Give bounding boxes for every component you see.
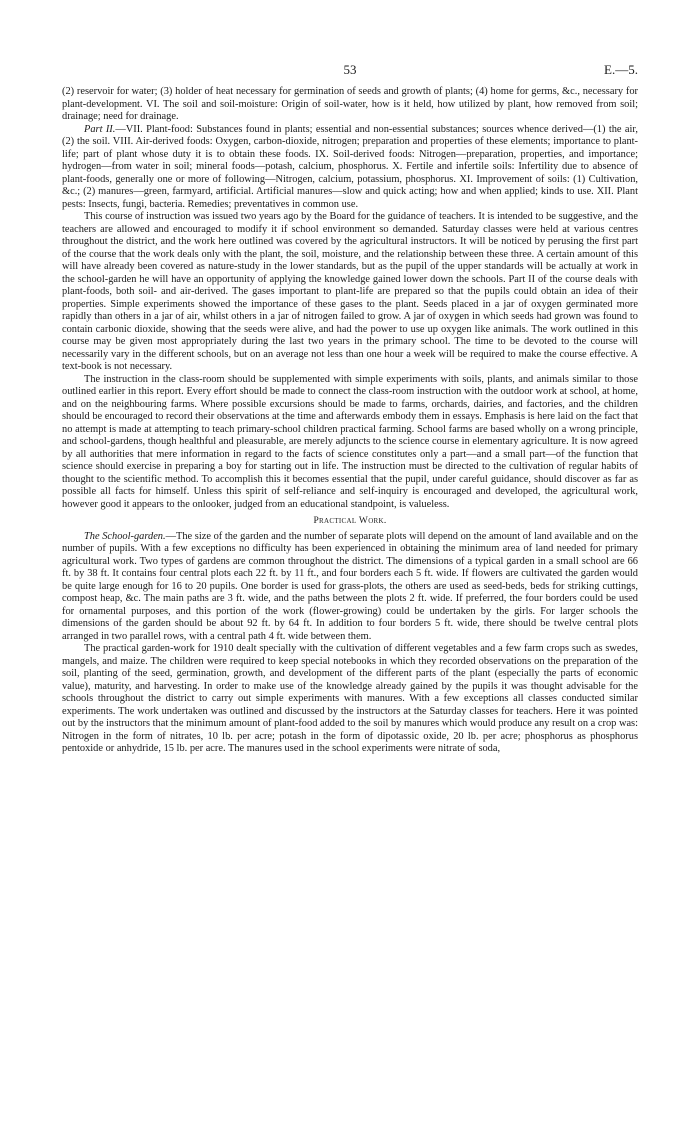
part-two-lead: Part II.	[84, 123, 116, 135]
page-number: 53	[343, 62, 357, 77]
page-header	[62, 62, 638, 78]
body-text	[62, 86, 638, 756]
paragraph-text: —VII. Plant-food: Substances found in plants; essential and non-essential substances; sources whence derived—(1) the air, (2) the soil. VIII. Air-derived foods: Oxygen, carbon-dioxide, nitrogen; preparation and properties of these elements; importance to plant-life; part of plant whose duty it is to obtain these foods. IX. Soil-derived foods: Nitrogen—preparation, properties, and importance; hydrogen—from water in soil; mineral foods—potash, calcium, phosphorus. X. Fertile and infertile soils: Infertility due to absence of plant-foods, generally one or more of following—Nitrogen, calcium, potassium, phosphorus. XI. Improvement of soils: (1) Cultivation, &c.; (2) manures—green, farmyard, artificial. Artificial manures—slow and quick acting; how and when applied; kinds to use. XII. Plant pests: Insects, fungi, bacteria. Remedies; preventatives in common use.	[62, 123, 639, 210]
paragraph-text: (2) reservoir for water; (3) holder of heat necessary for germination of seeds and growth of plants; (4) home for germs, &c., necessary for plant-development. VI. The soil and soil-moisture: Origin of soil-water, how is it held, how utilized by plant, how removed from soil; drainage; need for drainage.	[62, 86, 638, 122]
document-code: E.—5.	[604, 62, 638, 77]
paragraph-part-two	[62, 124, 638, 212]
paragraph-classroom-instruction	[62, 374, 638, 512]
paragraph-text: The instruction in the class-room should be supplemented with simple experiments with soils, plants, and animals similar to those outlined earlier in this report. Every effort should be made to connect the class-room instruction with the outdoor work at school, at home, and on the neighbouring farms. Where possible excursions should be made to farms, orchards, dairies, and factories, and the children should be encouraged to record their observations at the time and afterwards embody them in essays. Emphasis is here laid on the fact that no attempt is made at attempting to teach primary-school children practical farming. School farms are based wholly on a wrong principle, and school-gardens, though healthful and pleasurable, are merely adjuncts to the science course in elementary agriculture. It is now agreed by all authorities that mere information in regard to the facts of science constitutes only a part—and a small part—of the function that science should exercise in preparing a boy for starting out in life. The instruction must be directed to the cultivation of regular habits of thought to the scientific method. To accomplish this it becomes essential that the pupil, under careful guidance, should discover as far as possible all facts for himself. Unless this spirit of self-reliance and self-inquiry is encouraged and developed, the agricultural work, however good it appears to the onlooker, judged from an educational standpoint, is valueless.	[62, 373, 638, 510]
paragraph-course-instruction	[62, 211, 638, 374]
paragraph-text: This course of instruction was issued two years ago by the Board for the guidance of teachers. It is intended to be suggestive, and the teachers are allowed and encouraged to modify it if school environment so demanded. Saturday classes were held at various centres throughout the district, and the work here outlined was covered by the agricultural instructors. It will be noticed by perusing the first part of the course that the work deals only with the plant, the soil, moisture, and the relationship between these three. A certain amount of this will have already been covered as nature-study in the lower standards, but as the pupil of the upper standards will be actually at work in the school-garden he will have an opportunity of applying the knowledge gained lower down the schools. Part II of the course deals with plant-foods, both soil- and air-derived. The gases important to plant-life are prepared so that the pupils could obtain an idea of their properties. Simple experiments showed the importance of these gases to the plant. Seeds placed in a jar of oxygen germinated more rapidly than others in a jar of air, whilst others in a jar of nitrogen failed to grow. A jar of oxygen in which seeds had grown was found to contain carbonic dioxide, showing that the seeds were alive, and had the power to use up oxygen like animals. The work outlined in this course may be given most appropriately during the last two years in the primary school. The time to be devoted to the course will necessarily vary in the different schools, but on an average not less than one hour a week will be required to make the course effective. A text-book is not necessary.	[62, 211, 638, 372]
paragraph-soil-functions	[62, 86, 638, 124]
paragraph-garden-work-1910	[62, 643, 638, 756]
section-heading-practical-work: Practical Work.	[313, 516, 387, 526]
school-garden-lead: The School-garden.	[84, 530, 166, 542]
paragraph-text: The practical garden-work for 1910 dealt specially with the cultivation of different vegetables and a few farm crops such as swedes, mangels, and maize. The children were required to keep special notebooks in which they recorded observations on the preparation of the soil, planting of the seed, germination, growth, and development of the different parts of the plant (especially the parts of economic value), maturity, and harvesting. In order to make use of the knowledge already gained by the pupils it was thought advisable for the schools throughout the district to carry out simple experiments with manures. With a few exceptions all classes conducted similar experiments. The work undertaken was outlined and discussed by the instructors at the Saturday classes for teachers. Here it was pointed out by the instructors that the minimum amount of plant-food added to the soil by manures which would produce any result on a crop was: Nitrogen in the form of nitrates, 10 lb. per acre; potash in the form of dipotassic oxide, 20 lb. per acre; phosphorus as phosphorus pentoxide or anhydride, 15 lb. per acre. The manures used in the school experiments were nitrate of soda,	[62, 643, 638, 754]
paragraph-text: —The size of the garden and the number of separate plots will depend on the amount of land available and on the number of pupils. With a few exceptions no difficulty has been experienced in obtaining the minimum area of land needed for primary agricultural work. Two types of gardens are common throughout the district. The dimensions of a typical garden in a small school are 66 ft. by 38 ft. It contains four central plots each 22 ft. by 11 ft., and four borders each 5 ft. wide. If flowers are cultivated the garden would be quite large enough for 16 to 20 pupils. One border is used for grass-plots, the others are used as seed-beds, beds for striking cuttings, compost heap, &c. The main paths are 3 ft. wide, and the paths between the plots 2 ft. wide. If preferred, the four borders could be used for ornamental purposes, and this portion of the work (flower-growing) could be undertaken by the girls. For larger schools the dimensions of the garden should be about 92 ft. by 64 ft. In addition to four borders 5 ft. wide, there should be twelve central plots arranged in two parallel rows, with a central path 4 ft. wide between them.	[62, 530, 638, 642]
paragraph-school-garden	[62, 531, 638, 644]
